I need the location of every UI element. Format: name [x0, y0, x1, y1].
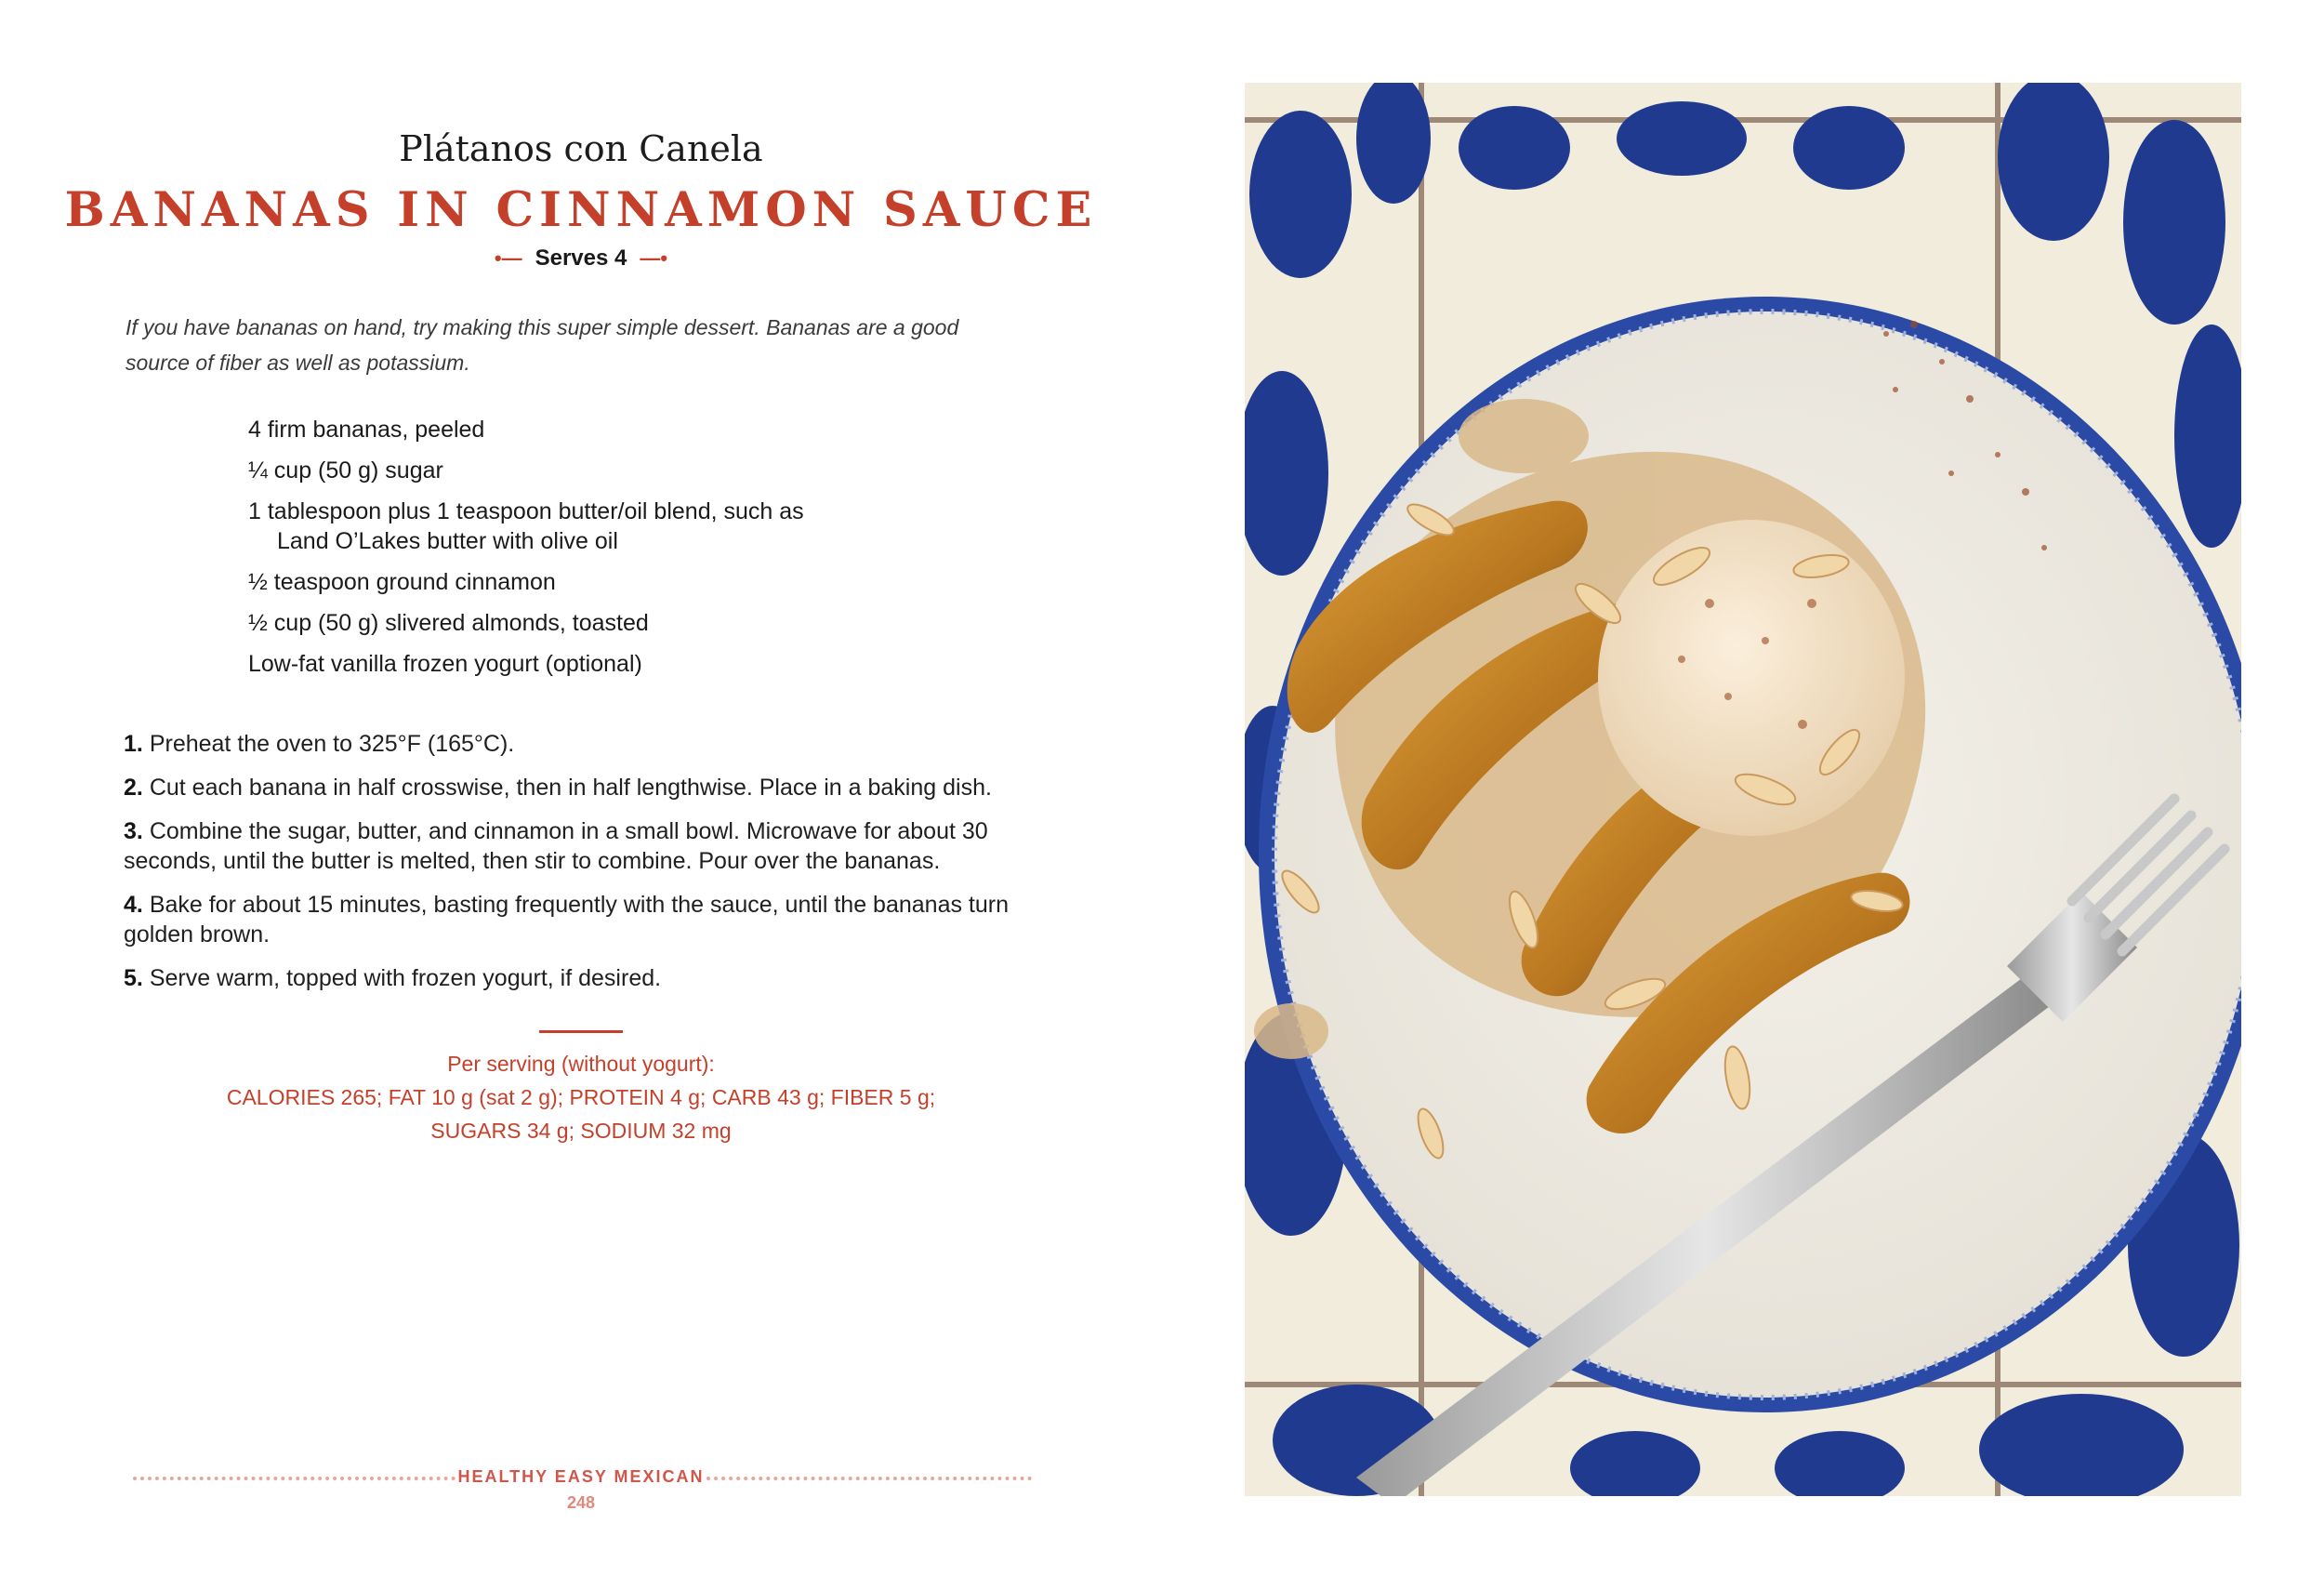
running-footer-title: HEALTHY EASY MEXICAN — [457, 1467, 705, 1486]
step-text: Serve warm, topped with frozen yogurt, if desired. — [149, 965, 662, 991]
step-number: 4. — [124, 892, 143, 918]
right-page — [1162, 0, 2324, 1577]
ingredient-item — [248, 456, 899, 485]
dish-photo — [1245, 83, 2241, 1496]
ingredient-text: ¼ cup (50 g) sugar — [248, 457, 443, 484]
step-item — [124, 773, 1053, 802]
page-number: 248 — [566, 1493, 596, 1512]
step-text: Preheat the oven to 325°F (165°C). — [149, 731, 515, 757]
step-number: 5. — [124, 965, 143, 991]
ingredient-item — [248, 567, 899, 597]
flourish-right-icon: —• — [640, 246, 668, 270]
step-item — [124, 816, 1053, 876]
flourish-left-icon: •— — [494, 246, 522, 270]
ingredient-item — [248, 608, 899, 638]
step-item — [124, 729, 1053, 759]
nutrition-line: SUGARS 34 g; SODIUM 32 mg — [430, 1119, 732, 1143]
ingredient-text: Low-fat vanilla frozen yogurt (optional) — [248, 651, 642, 677]
step-text: Cut each banana in half crosswise, then in half lengthwise. Place in a baking dish. — [149, 775, 992, 801]
ingredient-text: 1 tablespoon plus 1 teaspoon butter/oil blend, such as — [248, 498, 804, 524]
ingredient-list — [248, 415, 899, 690]
method-steps — [124, 729, 1053, 1007]
step-number: 2. — [124, 775, 143, 801]
ingredient-item — [248, 649, 899, 679]
ingredient-text-continued: Land O’Lakes butter with olive oil — [277, 528, 618, 554]
step-number: 3. — [124, 818, 143, 844]
recipe-title: BANANAS IN CINNAMON SAUCE — [64, 182, 1098, 238]
step-item — [124, 963, 1053, 993]
step-number: 1. — [124, 731, 143, 757]
nutrition-divider — [539, 1030, 623, 1033]
ingredient-text: ½ cup (50 g) slivered almonds, toasted — [248, 610, 649, 636]
ingredient-text: 4 firm bananas, peeled — [248, 417, 485, 443]
nutrition-info — [0, 1047, 1162, 1147]
step-item — [124, 890, 1053, 949]
serves-line — [0, 245, 1162, 272]
step-text: Bake for about 15 minutes, basting frequently with the sauce, until the bananas turn golden brown. — [124, 892, 1010, 948]
nutrition-heading: Per serving (without yogurt): — [447, 1052, 715, 1076]
recipe-intro: If you have bananas on hand, try making this super simple dessert. Bananas are a good source of fiber as well as potassium. — [125, 315, 959, 375]
step-text: Combine the sugar, butter, and cinnamon in a small bowl. Microwave for about 30 seconds, until the butter is melted, then stir to combine. Pour over the bananas. — [124, 818, 988, 874]
ingredient-item — [248, 415, 899, 444]
serves-label: Serves 4 — [535, 245, 627, 271]
nutrition-line: CALORIES 265; FAT 10 g (sat 2 g); PROTEIN 4 g; CARB 43 g; FIBER 5 g; — [226, 1085, 936, 1109]
ingredient-item — [248, 497, 899, 556]
ingredient-text: ½ teaspoon ground cinnamon — [248, 569, 556, 595]
recipe-spanish-title: Plátanos con Canela — [399, 128, 763, 169]
